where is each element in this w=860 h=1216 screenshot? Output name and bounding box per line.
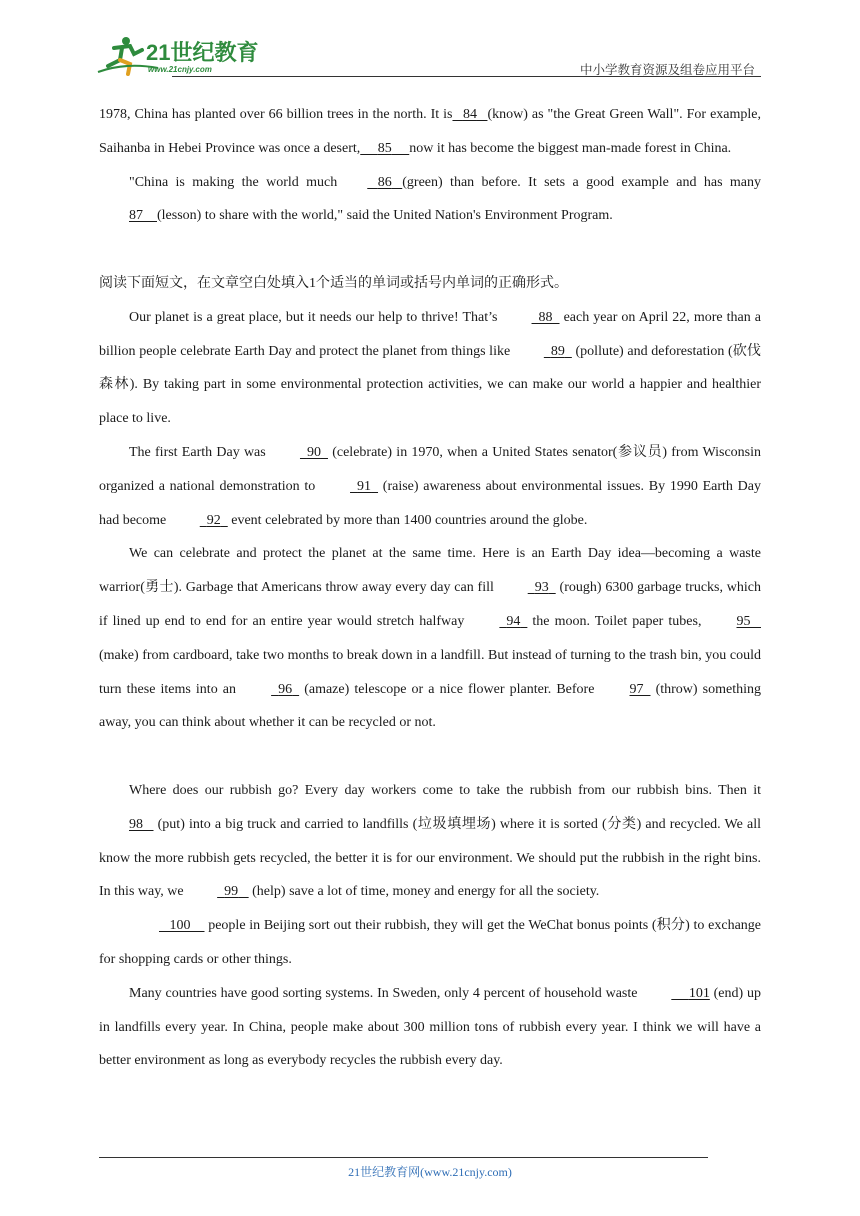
site-logo (96, 34, 261, 76)
blank-87[interactable]: 87 (129, 208, 143, 224)
blank-100[interactable]: 100 (169, 918, 191, 934)
blank-97[interactable]: 97 (629, 681, 644, 697)
blank-86[interactable]: 86 (377, 174, 392, 190)
page-content (99, 98, 761, 1078)
blank-91[interactable]: 91 (357, 478, 372, 494)
paragraph: Many countries have good sorting systems. In Sweden, only 4 percent of household waste 101 (end) up in landfills every year. In China, people make about 300 million tons of rubbish every year. I think we will have a better environment as long as everybody recycles the rubbish every day. (99, 977, 761, 1078)
blank-94[interactable]: 94 (506, 613, 521, 629)
footer-rule (99, 1157, 708, 1158)
svg-text:www.21cnjy.com: www.21cnjy.com (148, 65, 212, 74)
svg-text:21世纪教育: 21世纪教育 (146, 40, 259, 65)
blank-99[interactable]: 99 (224, 884, 239, 900)
page-footer: 21世纪教育网(www.21cnjy.com) (348, 1165, 512, 1179)
blank-93[interactable]: 93 (534, 580, 549, 596)
instruction: 阅读下面短文，在文章空白处填入1个适当的单词或括号内单词的正确形式。 (99, 275, 568, 291)
paragraph: Our planet is a great place, but it needs our help to thrive! That’s 88 each year on April 22, more than a billion people celebrate Earth Day and protect the planet from things like 89 (pollute) and deforestation (砍伐森林). By taking part in some environmental protection activities, we can make our world a happier and healthier place to live. (99, 301, 761, 436)
paragraph: 1978, China has planted over 66 billion trees in the north. It is 84 (know) as "the Great Green Wall". For example, Saihanba in Hebei Province was once a desert, 85 now it has become the biggest man-made forest in China. (99, 98, 761, 166)
paragraph: 100 people in Beijing sort out their rubbish, they will get the WeChat bonus points (积分) to exchange for shopping cards or other things. (99, 909, 761, 977)
paragraph: "China is making the world much 86 (green) than before. It sets a good example and has many 87 (lesson) to share with the world," said the United Nation's Environment Program. (99, 166, 761, 234)
blank-101[interactable]: 101 (688, 985, 710, 1001)
paragraph: Where does our rubbish go? Every day workers come to take the rubbish from our rubbish bins. Then it 98 (put) into a big truck and carried to landfills (垃圾填埋场) where it is sorted (分类) and recycled. We all know the more rubbish gets recycled, the better it is for our environment. We should put the rubbish in the right bins. In this way, we 99 (help) save a lot of time, money and energy for all the society. (99, 774, 761, 909)
page-header (96, 30, 761, 78)
blank-98[interactable]: 98 (129, 816, 143, 832)
blank-92[interactable]: 92 (206, 512, 221, 528)
paragraph: We can celebrate and protect the planet at the same time. Here is an Earth Day idea—becoming a waste warrior(勇士). Garbage that Americans throw away every day can fill 93 (rough) 6300 garbage trucks, which if lined up end to end for an entire year would stretch halfway 94 the moon. Toilet paper tubes, 95 (make) from cardboard, take two months to break down in a landfill. But instead of turning to the trash bin, you could turn these items into an 96 (amaze) telescope or a nice flower planter. Before 97 (throw) something away, you can think about whether it can be recycled or not. (99, 546, 762, 731)
blank-84[interactable]: 84 (462, 107, 477, 122)
blank-95[interactable]: 95 (736, 613, 751, 629)
blank-88[interactable]: 88 (538, 309, 553, 325)
platform-name: 中小学教育资源及组卷应用平台 (579, 63, 755, 77)
blank-89[interactable]: 89 (550, 343, 565, 359)
blank-85[interactable]: 85 (377, 140, 392, 156)
blank-90[interactable]: 90 (306, 444, 321, 460)
blank-96[interactable]: 96 (278, 681, 293, 697)
paragraph: The first Earth Day was 90 (celebrate) in 1970, when a United States senator(参议员) from Wisconsin organized a national demonstration to 91 (raise) awareness about environmental issues. By 1990 Earth Day had become 92 event celebrated by more than 1400 countries around the globe. (99, 436, 761, 537)
